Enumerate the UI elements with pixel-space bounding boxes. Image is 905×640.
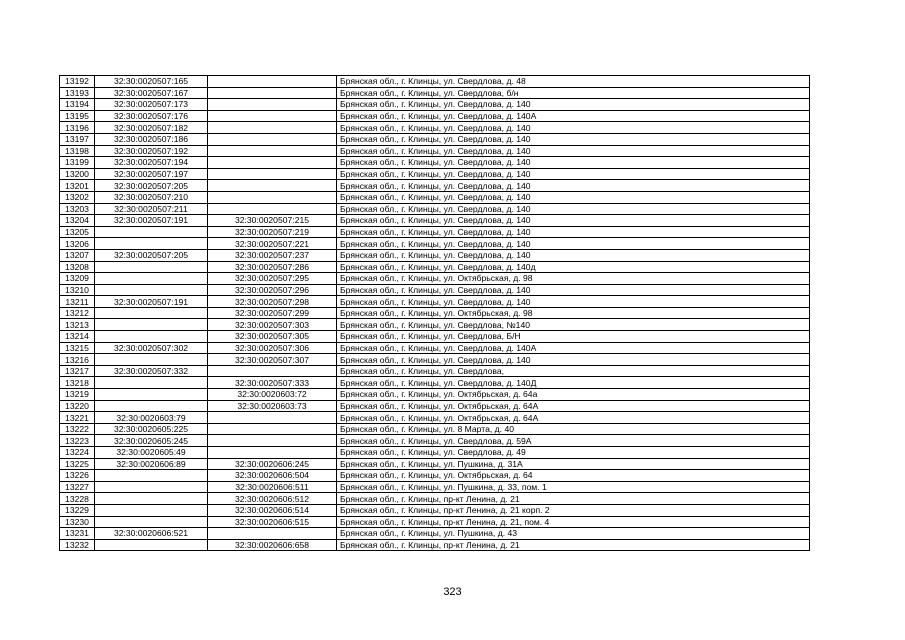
row-number-cell: 13225 <box>60 458 95 470</box>
address-cell: Брянская обл., г. Клинцы, пр-кт Ленина, д. 21 <box>337 539 810 551</box>
table-row <box>60 168 810 180</box>
row-number-cell: 13212 <box>60 307 95 319</box>
cadastral-number-cell: 32:30:0020507:197 <box>95 168 208 180</box>
row-number-cell: 13222 <box>60 423 95 435</box>
address-cell: Брянская обл., г. Клинцы, ул. Свердлова, д. 140Д <box>337 377 810 389</box>
cadastral-number-cell <box>95 354 208 366</box>
table-row <box>60 307 810 319</box>
row-number-cell: 13192 <box>60 76 95 88</box>
row-number-cell: 13223 <box>60 435 95 447</box>
address-cell: Брянская обл., г. Клинцы, ул. Свердлова, <box>337 365 810 377</box>
table-row <box>60 470 810 482</box>
table-row <box>60 528 810 540</box>
address-cell: Брянская обл., г. Клинцы, ул. Свердлова, д. 140 <box>337 99 810 111</box>
row-number-cell: 13231 <box>60 528 95 540</box>
address-cell: Брянская обл., г. Клинцы, ул. Пушкина, д. 33, пом. 1 <box>337 481 810 493</box>
row-number-cell: 13217 <box>60 365 95 377</box>
related-cadastral-number-cell: 32:30:0020507:305 <box>208 331 337 343</box>
related-cadastral-number-cell: 32:30:0020606:245 <box>208 458 337 470</box>
cadastral-number-cell: 32:30:0020507:173 <box>95 99 208 111</box>
table-row <box>60 377 810 389</box>
table-row <box>60 342 810 354</box>
table-row <box>60 145 810 157</box>
row-number-cell: 13199 <box>60 157 95 169</box>
table-row <box>60 423 810 435</box>
table-row <box>60 331 810 343</box>
cadastral-number-cell: 32:30:0020605:245 <box>95 435 208 447</box>
address-cell: Брянская обл., г. Клинцы, ул. Свердлова, д. 140 <box>337 296 810 308</box>
row-number-cell: 13203 <box>60 203 95 215</box>
cadastral-number-cell: 32:30:0020507:194 <box>95 157 208 169</box>
cadastral-number-cell: 32:30:0020507:332 <box>95 365 208 377</box>
cadastral-number-cell: 32:30:0020507:182 <box>95 122 208 134</box>
address-cell: Брянская обл., г. Клинцы, ул. Свердлова, д. 140 <box>337 133 810 145</box>
related-cadastral-number-cell: 32:30:0020507:237 <box>208 249 337 261</box>
related-cadastral-number-cell: 32:30:0020606:658 <box>208 539 337 551</box>
table-row <box>60 319 810 331</box>
address-cell: Брянская обл., г. Клинцы, ул. Свердлова, д. 140 <box>337 249 810 261</box>
table-row <box>60 400 810 412</box>
address-cell: Брянская обл., г. Клинцы, ул. 8 Марта, д. 40 <box>337 423 810 435</box>
table-row <box>60 504 810 516</box>
table-row <box>60 191 810 203</box>
registry-table <box>59 75 810 551</box>
row-number-cell: 13208 <box>60 261 95 273</box>
address-cell: Брянская обл., г. Клинцы, ул. Свердлова, д. 140А <box>337 110 810 122</box>
related-cadastral-number-cell: 32:30:0020606:511 <box>208 481 337 493</box>
address-cell: Брянская обл., г. Клинцы, ул. Свердлова, д. 48 <box>337 76 810 88</box>
address-cell: Брянская обл., г. Клинцы, ул. Свердлова, д. 140 <box>337 145 810 157</box>
page-number: 323 <box>443 586 462 598</box>
cadastral-number-cell: 32:30:0020507:165 <box>95 76 208 88</box>
row-number-cell: 13207 <box>60 249 95 261</box>
row-number-cell: 13211 <box>60 296 95 308</box>
related-cadastral-number-cell: 32:30:0020507:219 <box>208 226 337 238</box>
row-number-cell: 13221 <box>60 412 95 424</box>
address-cell: Брянская обл., г. Клинцы, ул. Свердлова, б/н <box>337 87 810 99</box>
table-row <box>60 215 810 227</box>
related-cadastral-number-cell <box>208 99 337 111</box>
table-row <box>60 412 810 424</box>
cadastral-number-cell: 32:30:0020507:210 <box>95 191 208 203</box>
related-cadastral-number-cell <box>208 423 337 435</box>
row-number-cell: 13224 <box>60 447 95 459</box>
address-cell: Брянская обл., г. Клинцы, ул. Свердлова, д. 49 <box>337 447 810 459</box>
cadastral-number-cell <box>95 516 208 528</box>
table-row <box>60 435 810 447</box>
related-cadastral-number-cell <box>208 365 337 377</box>
cadastral-number-cell: 32:30:0020605:225 <box>95 423 208 435</box>
row-number-cell: 13226 <box>60 470 95 482</box>
table-row <box>60 389 810 401</box>
row-number-cell: 13193 <box>60 87 95 99</box>
related-cadastral-number-cell <box>208 528 337 540</box>
cadastral-number-cell: 32:30:0020606:521 <box>95 528 208 540</box>
row-number-cell: 13202 <box>60 191 95 203</box>
table-row <box>60 284 810 296</box>
address-cell: Брянская обл., г. Клинцы, ул. Свердлова, д. 140 <box>337 354 810 366</box>
row-number-cell: 13200 <box>60 168 95 180</box>
address-cell: Брянская обл., г. Клинцы, ул. Свердлова, д. 140 <box>337 226 810 238</box>
cadastral-number-cell <box>95 273 208 285</box>
row-number-cell: 13228 <box>60 493 95 505</box>
row-number-cell: 13201 <box>60 180 95 192</box>
cadastral-number-cell: 32:30:0020507:205 <box>95 180 208 192</box>
related-cadastral-number-cell <box>208 87 337 99</box>
related-cadastral-number-cell: 32:30:0020507:286 <box>208 261 337 273</box>
address-cell: Брянская обл., г. Клинцы, ул. Свердлова, №140 <box>337 319 810 331</box>
cadastral-number-cell <box>95 261 208 273</box>
table-row <box>60 516 810 528</box>
table-row <box>60 76 810 88</box>
address-cell: Брянская обл., г. Клинцы, ул. Свердлова, д. 140 <box>337 180 810 192</box>
address-cell: Брянская обл., г. Клинцы, ул. Свердлова, д. 140д <box>337 261 810 273</box>
related-cadastral-number-cell: 32:30:0020603:72 <box>208 389 337 401</box>
related-cadastral-number-cell: 32:30:0020507:333 <box>208 377 337 389</box>
address-cell: Брянская обл., г. Клинцы, ул. Октябрьская, д. 98 <box>337 273 810 285</box>
address-cell: Брянская обл., г. Клинцы, ул. Свердлова, д. 140 <box>337 168 810 180</box>
row-number-cell: 13197 <box>60 133 95 145</box>
address-cell: Брянская обл., г. Клинцы, ул. Свердлова, д. 59А <box>337 435 810 447</box>
related-cadastral-number-cell: 32:30:0020606:515 <box>208 516 337 528</box>
related-cadastral-number-cell <box>208 122 337 134</box>
row-number-cell: 13213 <box>60 319 95 331</box>
row-number-cell: 13204 <box>60 215 95 227</box>
cadastral-number-cell: 32:30:0020606:89 <box>95 458 208 470</box>
related-cadastral-number-cell: 32:30:0020507:221 <box>208 238 337 250</box>
related-cadastral-number-cell <box>208 110 337 122</box>
address-cell: Брянская обл., г. Клинцы, ул. Свердлова, д. 140 <box>337 203 810 215</box>
related-cadastral-number-cell: 32:30:0020606:512 <box>208 493 337 505</box>
registry-table-body <box>60 76 810 551</box>
cadastral-number-cell <box>95 493 208 505</box>
related-cadastral-number-cell <box>208 447 337 459</box>
address-cell: Брянская обл., г. Клинцы, ул. Свердлова, д. 140 <box>337 157 810 169</box>
address-cell: Брянская обл., г. Клинцы, ул. Свердлова, д. 140 <box>337 284 810 296</box>
row-number-cell: 13209 <box>60 273 95 285</box>
address-cell: Брянская обл., г. Клинцы, пр-кт Ленина, д. 21 корп. 2 <box>337 504 810 516</box>
table-row <box>60 133 810 145</box>
address-cell: Брянская обл., г. Клинцы, ул. Свердлова, д. 140 <box>337 191 810 203</box>
row-number-cell: 13210 <box>60 284 95 296</box>
row-number-cell: 13232 <box>60 539 95 551</box>
cadastral-number-cell: 32:30:0020507:186 <box>95 133 208 145</box>
address-cell: Брянская обл., г. Клинцы, ул. Свердлова, д. 140 <box>337 238 810 250</box>
related-cadastral-number-cell: 32:30:0020507:295 <box>208 273 337 285</box>
cadastral-number-cell: 32:30:0020507:192 <box>95 145 208 157</box>
row-number-cell: 13214 <box>60 331 95 343</box>
cadastral-number-cell <box>95 389 208 401</box>
cadastral-number-cell <box>95 226 208 238</box>
address-cell: Брянская обл., г. Клинцы, ул. Октябрьская, д. 98 <box>337 307 810 319</box>
table-row <box>60 273 810 285</box>
related-cadastral-number-cell: 32:30:0020603:73 <box>208 400 337 412</box>
table-row <box>60 110 810 122</box>
cadastral-number-cell <box>95 377 208 389</box>
related-cadastral-number-cell <box>208 191 337 203</box>
related-cadastral-number-cell: 32:30:0020606:504 <box>208 470 337 482</box>
cadastral-number-cell: 32:30:0020603:79 <box>95 412 208 424</box>
address-cell: Брянская обл., г. Клинцы, ул. Свердлова, д. 140 <box>337 215 810 227</box>
related-cadastral-number-cell: 32:30:0020507:299 <box>208 307 337 319</box>
row-number-cell: 13215 <box>60 342 95 354</box>
row-number-cell: 13229 <box>60 504 95 516</box>
related-cadastral-number-cell <box>208 76 337 88</box>
row-number-cell: 13195 <box>60 110 95 122</box>
row-number-cell: 13216 <box>60 354 95 366</box>
related-cadastral-number-cell: 32:30:0020507:303 <box>208 319 337 331</box>
row-number-cell: 13227 <box>60 481 95 493</box>
address-cell: Брянская обл., г. Клинцы, ул. Октябрьская, д. 64А <box>337 412 810 424</box>
address-cell: Брянская обл., г. Клинцы, ул. Пушкина, д. 43 <box>337 528 810 540</box>
related-cadastral-number-cell: 32:30:0020507:306 <box>208 342 337 354</box>
table-row <box>60 296 810 308</box>
cadastral-number-cell: 32:30:0020507:176 <box>95 110 208 122</box>
related-cadastral-number-cell <box>208 133 337 145</box>
row-number-cell: 13220 <box>60 400 95 412</box>
row-number-cell: 13198 <box>60 145 95 157</box>
table-row <box>60 238 810 250</box>
table-row <box>60 226 810 238</box>
related-cadastral-number-cell <box>208 435 337 447</box>
row-number-cell: 13218 <box>60 377 95 389</box>
row-number-cell: 13230 <box>60 516 95 528</box>
address-cell: Брянская обл., г. Клинцы, ул. Свердлова, Б/Н <box>337 331 810 343</box>
table-row <box>60 261 810 273</box>
related-cadastral-number-cell <box>208 145 337 157</box>
address-cell: Брянская обл., г. Клинцы, ул. Октябрьская, д. 64а <box>337 389 810 401</box>
address-cell: Брянская обл., г. Клинцы, пр-кт Ленина, д. 21, пом. 4 <box>337 516 810 528</box>
table-row <box>60 203 810 215</box>
cadastral-number-cell <box>95 481 208 493</box>
table-row <box>60 180 810 192</box>
address-cell: Брянская обл., г. Клинцы, ул. Свердлова, д. 140 <box>337 122 810 134</box>
address-cell: Брянская обл., г. Клинцы, ул. Свердлова, д. 140А <box>337 342 810 354</box>
address-cell: Брянская обл., г. Клинцы, пр-кт Ленина, д. 21 <box>337 493 810 505</box>
related-cadastral-number-cell: 32:30:0020507:298 <box>208 296 337 308</box>
row-number-cell: 13194 <box>60 99 95 111</box>
cadastral-number-cell: 32:30:0020507:205 <box>95 249 208 261</box>
table-row <box>60 157 810 169</box>
related-cadastral-number-cell <box>208 412 337 424</box>
cadastral-number-cell <box>95 400 208 412</box>
cadastral-number-cell: 32:30:0020507:191 <box>95 215 208 227</box>
table-row <box>60 481 810 493</box>
cadastral-number-cell: 32:30:0020507:191 <box>95 296 208 308</box>
related-cadastral-number-cell: 32:30:0020507:296 <box>208 284 337 296</box>
related-cadastral-number-cell <box>208 203 337 215</box>
related-cadastral-number-cell <box>208 168 337 180</box>
related-cadastral-number-cell: 32:30:0020507:307 <box>208 354 337 366</box>
table-row <box>60 447 810 459</box>
row-number-cell: 13219 <box>60 389 95 401</box>
table-row <box>60 458 810 470</box>
cadastral-number-cell <box>95 307 208 319</box>
related-cadastral-number-cell: 32:30:0020606:514 <box>208 504 337 516</box>
table-row <box>60 87 810 99</box>
table-row <box>60 249 810 261</box>
row-number-cell: 13196 <box>60 122 95 134</box>
cadastral-number-cell <box>95 238 208 250</box>
address-cell: Брянская обл., г. Клинцы, ул. Октябрьская, д. 64А <box>337 400 810 412</box>
cadastral-number-cell: 32:30:0020507:302 <box>95 342 208 354</box>
address-cell: Брянская обл., г. Клинцы, ул. Октябрьская, д. 64 <box>337 470 810 482</box>
cadastral-number-cell <box>95 319 208 331</box>
table-row <box>60 539 810 551</box>
row-number-cell: 13205 <box>60 226 95 238</box>
table-row <box>60 99 810 111</box>
table-row <box>60 354 810 366</box>
related-cadastral-number-cell <box>208 157 337 169</box>
cadastral-number-cell: 32:30:0020605:49 <box>95 447 208 459</box>
table-row <box>60 122 810 134</box>
cadastral-number-cell: 32:30:0020507:167 <box>95 87 208 99</box>
address-cell: Брянская обл., г. Клинцы, ул. Пушкина, д. 31А <box>337 458 810 470</box>
cadastral-number-cell <box>95 284 208 296</box>
row-number-cell: 13206 <box>60 238 95 250</box>
table-row <box>60 493 810 505</box>
cadastral-number-cell: 32:30:0020507:211 <box>95 203 208 215</box>
related-cadastral-number-cell: 32:30:0020507:215 <box>208 215 337 227</box>
cadastral-number-cell <box>95 331 208 343</box>
cadastral-number-cell <box>95 539 208 551</box>
related-cadastral-number-cell <box>208 180 337 192</box>
table-row <box>60 365 810 377</box>
cadastral-number-cell <box>95 504 208 516</box>
cadastral-number-cell <box>95 470 208 482</box>
